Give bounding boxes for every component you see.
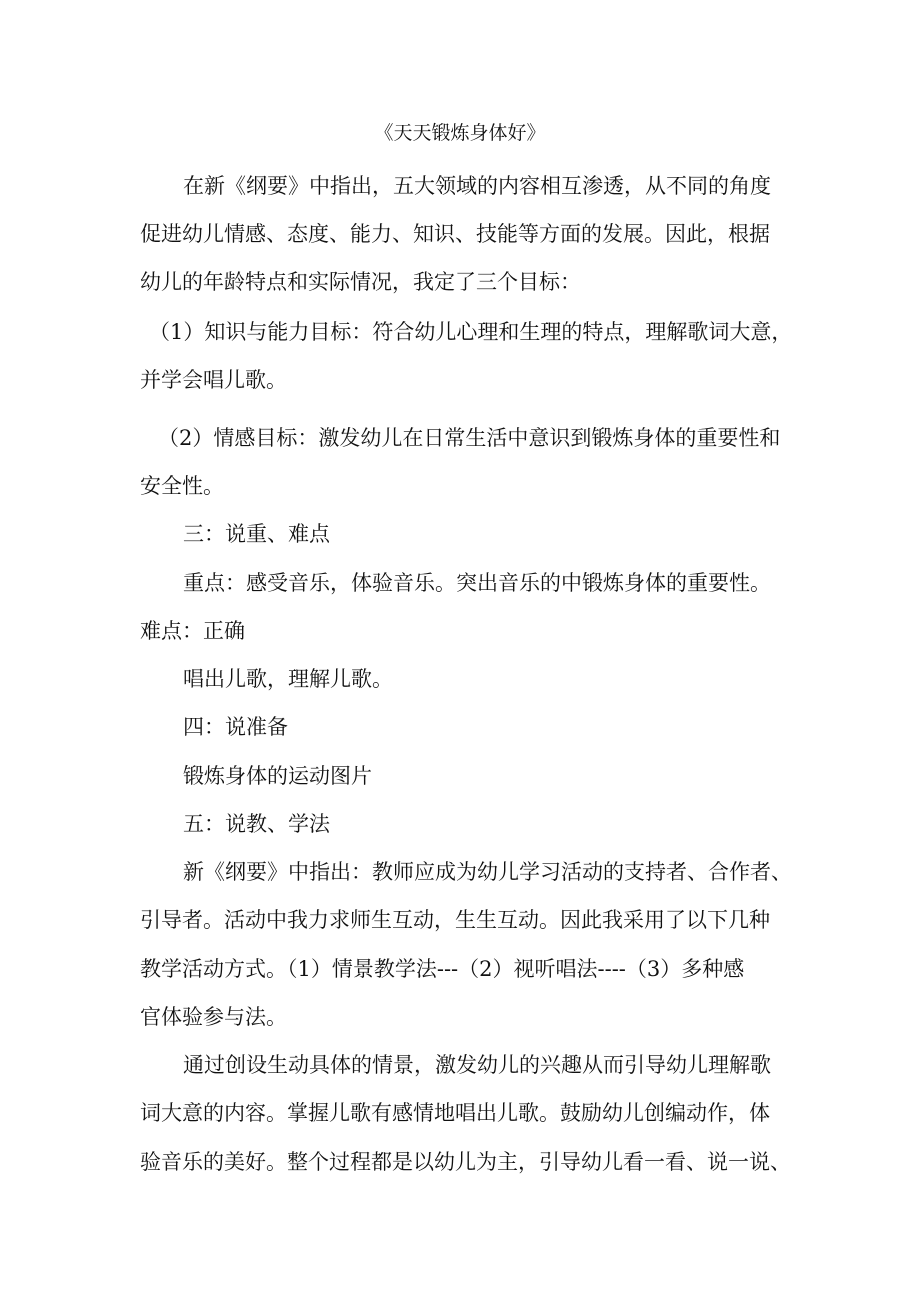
paragraph-line: 教学活动方式。（1）情景教学法---（2）视听唱法----（3）多种感 [140, 957, 745, 981]
paragraph-line: 验音乐的美好。整个过程都是以幼儿为主，引导幼儿看一看、说一说、 [140, 1150, 791, 1174]
paragraph-line: 通过创设生动具体的情景，激发幼儿的兴趣从而引导幼儿理解歌 [183, 1053, 771, 1077]
paragraph-line: 难点：正确 [140, 619, 245, 643]
section-heading: 三：说重、难点 [183, 522, 330, 546]
paragraph-line: 在新《纲要》中指出，五大领域的内容相互渗透，从不同的角度 [183, 174, 771, 198]
paragraph-line: （1）知识与能力目标：符合幼儿心理和生理的特点，理解歌词大意， [149, 320, 793, 344]
paragraph-line: 促进幼儿情感、态度、能力、知识、技能等方面的发展。因此，根据 [140, 222, 770, 246]
section-heading: 五：说教、学法 [183, 812, 330, 836]
paragraph-line: 锻炼身体的运动图片 [183, 764, 372, 788]
paragraph-line: 幼儿的年龄特点和实际情况，我定了三个目标： [140, 270, 581, 294]
paragraph-line: 新《纲要》中指出：教师应成为幼儿学习活动的支持者、合作者、 [183, 860, 792, 884]
paragraph-line: （2）情感目标：激发幼儿在日常生活中意识到锻炼身体的重要性和 [158, 426, 781, 450]
paragraph-line: 官体验参与法。 [140, 1005, 287, 1029]
paragraph-line: 唱出儿歌，理解儿歌。 [183, 667, 393, 691]
document-title: 《天天锻炼身体好》 [374, 122, 546, 144]
paragraph-line: 词大意的内容。掌握儿歌有感情地唱出儿歌。鼓励幼儿创编动作，体 [140, 1101, 770, 1125]
paragraph-line: 引导者。活动中我力求师生互动，生生互动。因此我采用了以下几种 [140, 908, 770, 932]
section-heading: 四：说准备 [183, 715, 288, 739]
paragraph-line: 安全性。 [140, 474, 224, 498]
paragraph-line: 重点：感受音乐，体验音乐。突出音乐的中锻炼身体的重要性。 [183, 571, 771, 595]
paragraph-line: 并学会唱儿歌。 [140, 368, 287, 392]
